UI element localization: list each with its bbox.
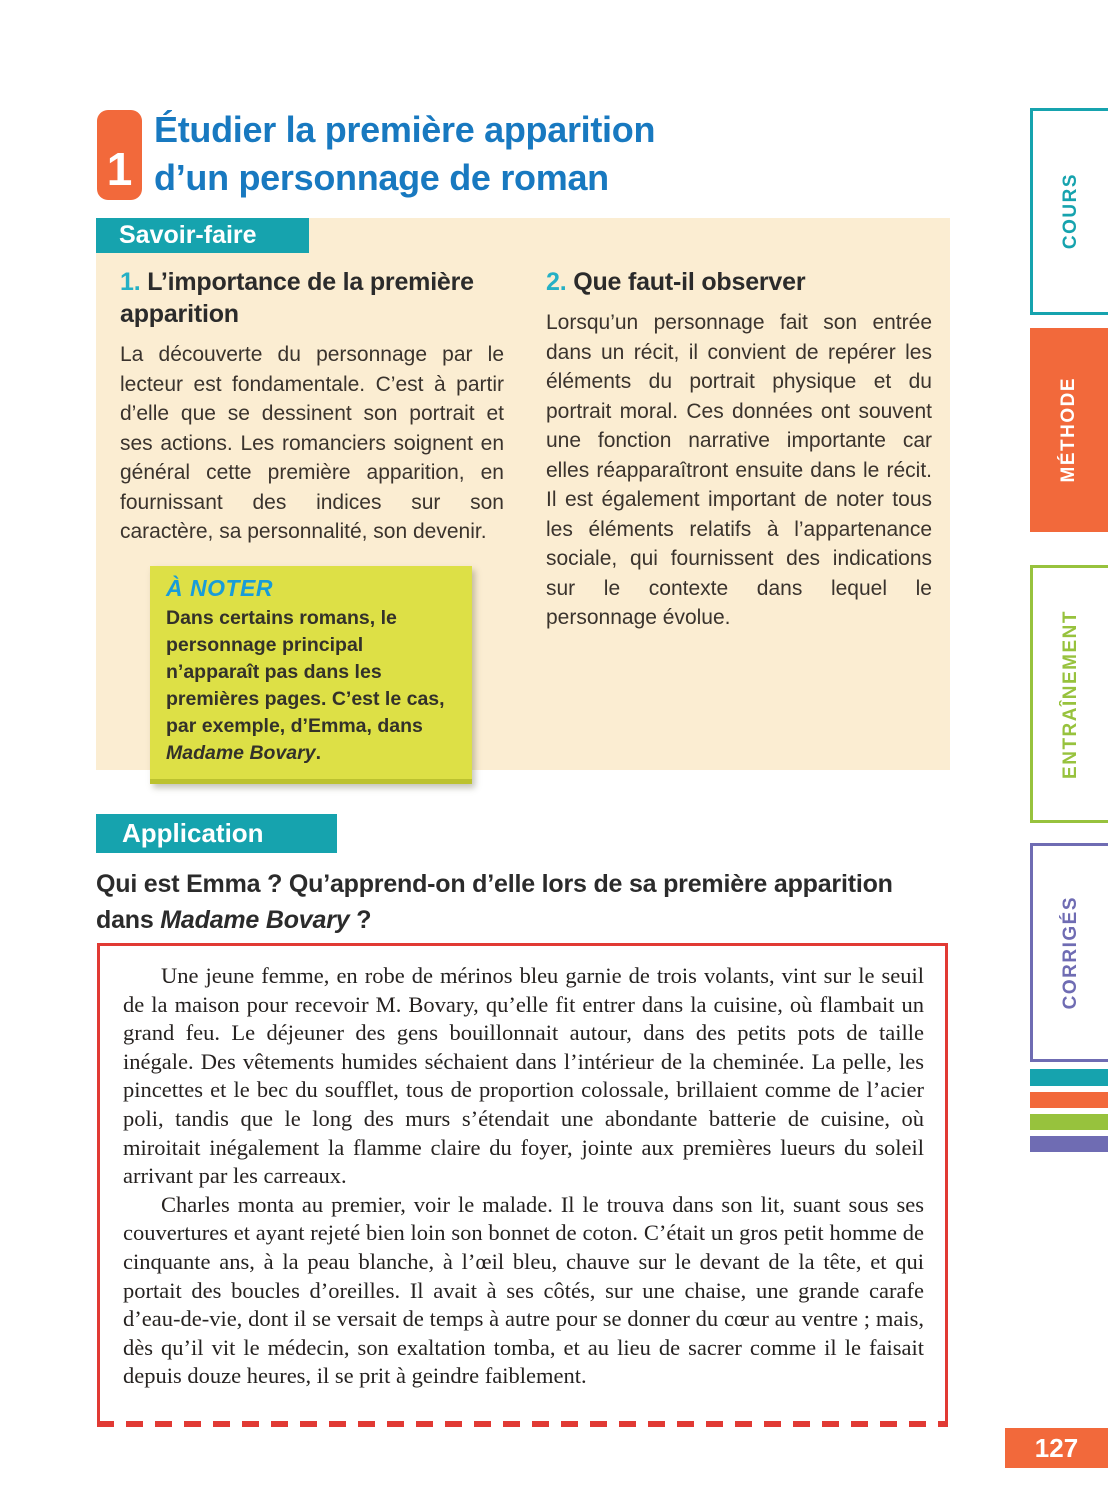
color-bar-teal bbox=[1030, 1069, 1108, 1086]
heading-2-number: 2. bbox=[546, 268, 567, 296]
excerpt-box bbox=[97, 943, 948, 1424]
sidebar-tab-corriges-label: CORRIGÉS bbox=[1059, 895, 1081, 1010]
paragraph-2: Lorsqu’un personnage fait son entrée dans un récit, il convient de repérer les éléments du portrait physique et du portrait moral. Ces données ont souvent une fonction narrative importante car elles réapparaîtront ensuite dans le récit. Il est également important de noter tous les éléments relatifs à l’appartenance sociale, qui fournissent des indications sur le contexte dans lequel le personnage évolue. bbox=[546, 311, 932, 629]
column-1 bbox=[120, 266, 504, 784]
savoir-faire-banner bbox=[96, 218, 309, 253]
heading-1 bbox=[120, 266, 504, 330]
heading-2 bbox=[546, 266, 932, 298]
application-question bbox=[96, 866, 952, 938]
question-after: ? bbox=[349, 906, 372, 934]
question-before: Qui est Emma ? Qu’apprend-on d’elle lors de sa première apparition dans bbox=[96, 870, 893, 934]
color-bar-green bbox=[1030, 1114, 1108, 1130]
application-banner bbox=[96, 814, 337, 853]
unit-number: 1 bbox=[106, 143, 133, 195]
sidebar-tab-cours bbox=[1030, 108, 1108, 315]
page-title bbox=[154, 106, 894, 202]
application-banner-label: Application bbox=[122, 818, 264, 848]
column-2 bbox=[546, 266, 932, 633]
question-italic: Madame Bovary bbox=[160, 906, 350, 934]
sidebar-tab-corriges bbox=[1030, 843, 1108, 1062]
note-text-before: Dans certains romans, le personnage principal n’apparaît pas dans les premières pages. C’est le cas, par exemple, d’Emma, dans bbox=[166, 606, 445, 737]
color-bar-purple bbox=[1030, 1136, 1108, 1152]
sidebar-tab-entrainement bbox=[1030, 565, 1108, 823]
sidebar-tab-cours-label: COURS bbox=[1059, 173, 1081, 250]
excerpt-paragraph-2: Charles monta au premier, voir le malade. Il le trouva dans son lit, suant sous ses couvertures et ayant rejeté bien loin son bonnet de coton. C’était un gros petit homme de cinquante ans, à la peau blanche, à l’œil bleu, chauve sur le devant de la tête, et qui portait des boucles d’oreilles. Il avait à ses côtés, sur une chaise, une grande carafe d’eau-de-vie, dont il se versait de temps à autre pour se donner du cœur au ventre ; mais, dès qu’il vit le médecin, son exaltation tomba, et au lieu de sacrer comme il le faisait depuis douze heures, il se prit à geindre faiblement. bbox=[123, 1191, 924, 1389]
page-title-line2: d’un personnage de roman bbox=[154, 157, 609, 198]
sidebar-tab-methode-label: MÉTHODE bbox=[1058, 377, 1079, 483]
unit-number-badge bbox=[97, 110, 142, 200]
sidebar-tab-methode bbox=[1030, 328, 1108, 532]
note-text-after: . bbox=[315, 741, 321, 764]
note-box bbox=[150, 566, 472, 784]
note-text-italic: Madame Bovary bbox=[166, 741, 316, 764]
note-label: À NOTER bbox=[166, 574, 273, 601]
page-number: 127 bbox=[1034, 1432, 1079, 1463]
page-title-line1: Étudier la première apparition bbox=[154, 109, 656, 150]
paragraph-1: La découverte du personnage par le lecteur est fondamentale. C’est à partir d’elle que se dessinent son portrait et ses actions. Les romanciers soignent en général cette première apparition, en fournissant des indices sur son caractère, sa personnalité, son devenir. bbox=[120, 343, 504, 543]
excerpt-dashed-bottom-border bbox=[97, 1421, 948, 1427]
page-number-badge bbox=[1005, 1428, 1108, 1468]
heading-1-number: 1. bbox=[120, 268, 141, 296]
heading-2-text: Que faut-il observer bbox=[573, 268, 806, 296]
savoir-faire-banner-label: Savoir-faire bbox=[119, 221, 257, 249]
note-text bbox=[166, 605, 457, 767]
excerpt-paragraph-1: Une jeune femme, en robe de mérinos bleu garnie de trois volants, vint sur le seuil de la maison pour recevoir M. Bovary, qu’elle fit entrer dans la cuisine, où flambait un grand feu. Le déjeuner des gens bouillonnait autour, dans des petits pots de taille inégale. Des vêtements humides séchaient dans l’intérieur de la cheminée. La pelle, les pincettes et le bec du soufflet, tous de proportion colossale, brillaient comme de l’acier poli, tandis que le long des murs s’étendait une abondante batterie de cuisine, où miroitait inégalement la flamme claire du foyer, jointe aux premières lueurs du soleil arrivant par les carreaux. bbox=[123, 963, 924, 1189]
color-bar-orange bbox=[1030, 1092, 1108, 1108]
heading-1-text: L’importance de la première apparition bbox=[120, 268, 474, 328]
sidebar-tab-entrainement-label: ENTRAÎNEMENT bbox=[1059, 609, 1081, 779]
